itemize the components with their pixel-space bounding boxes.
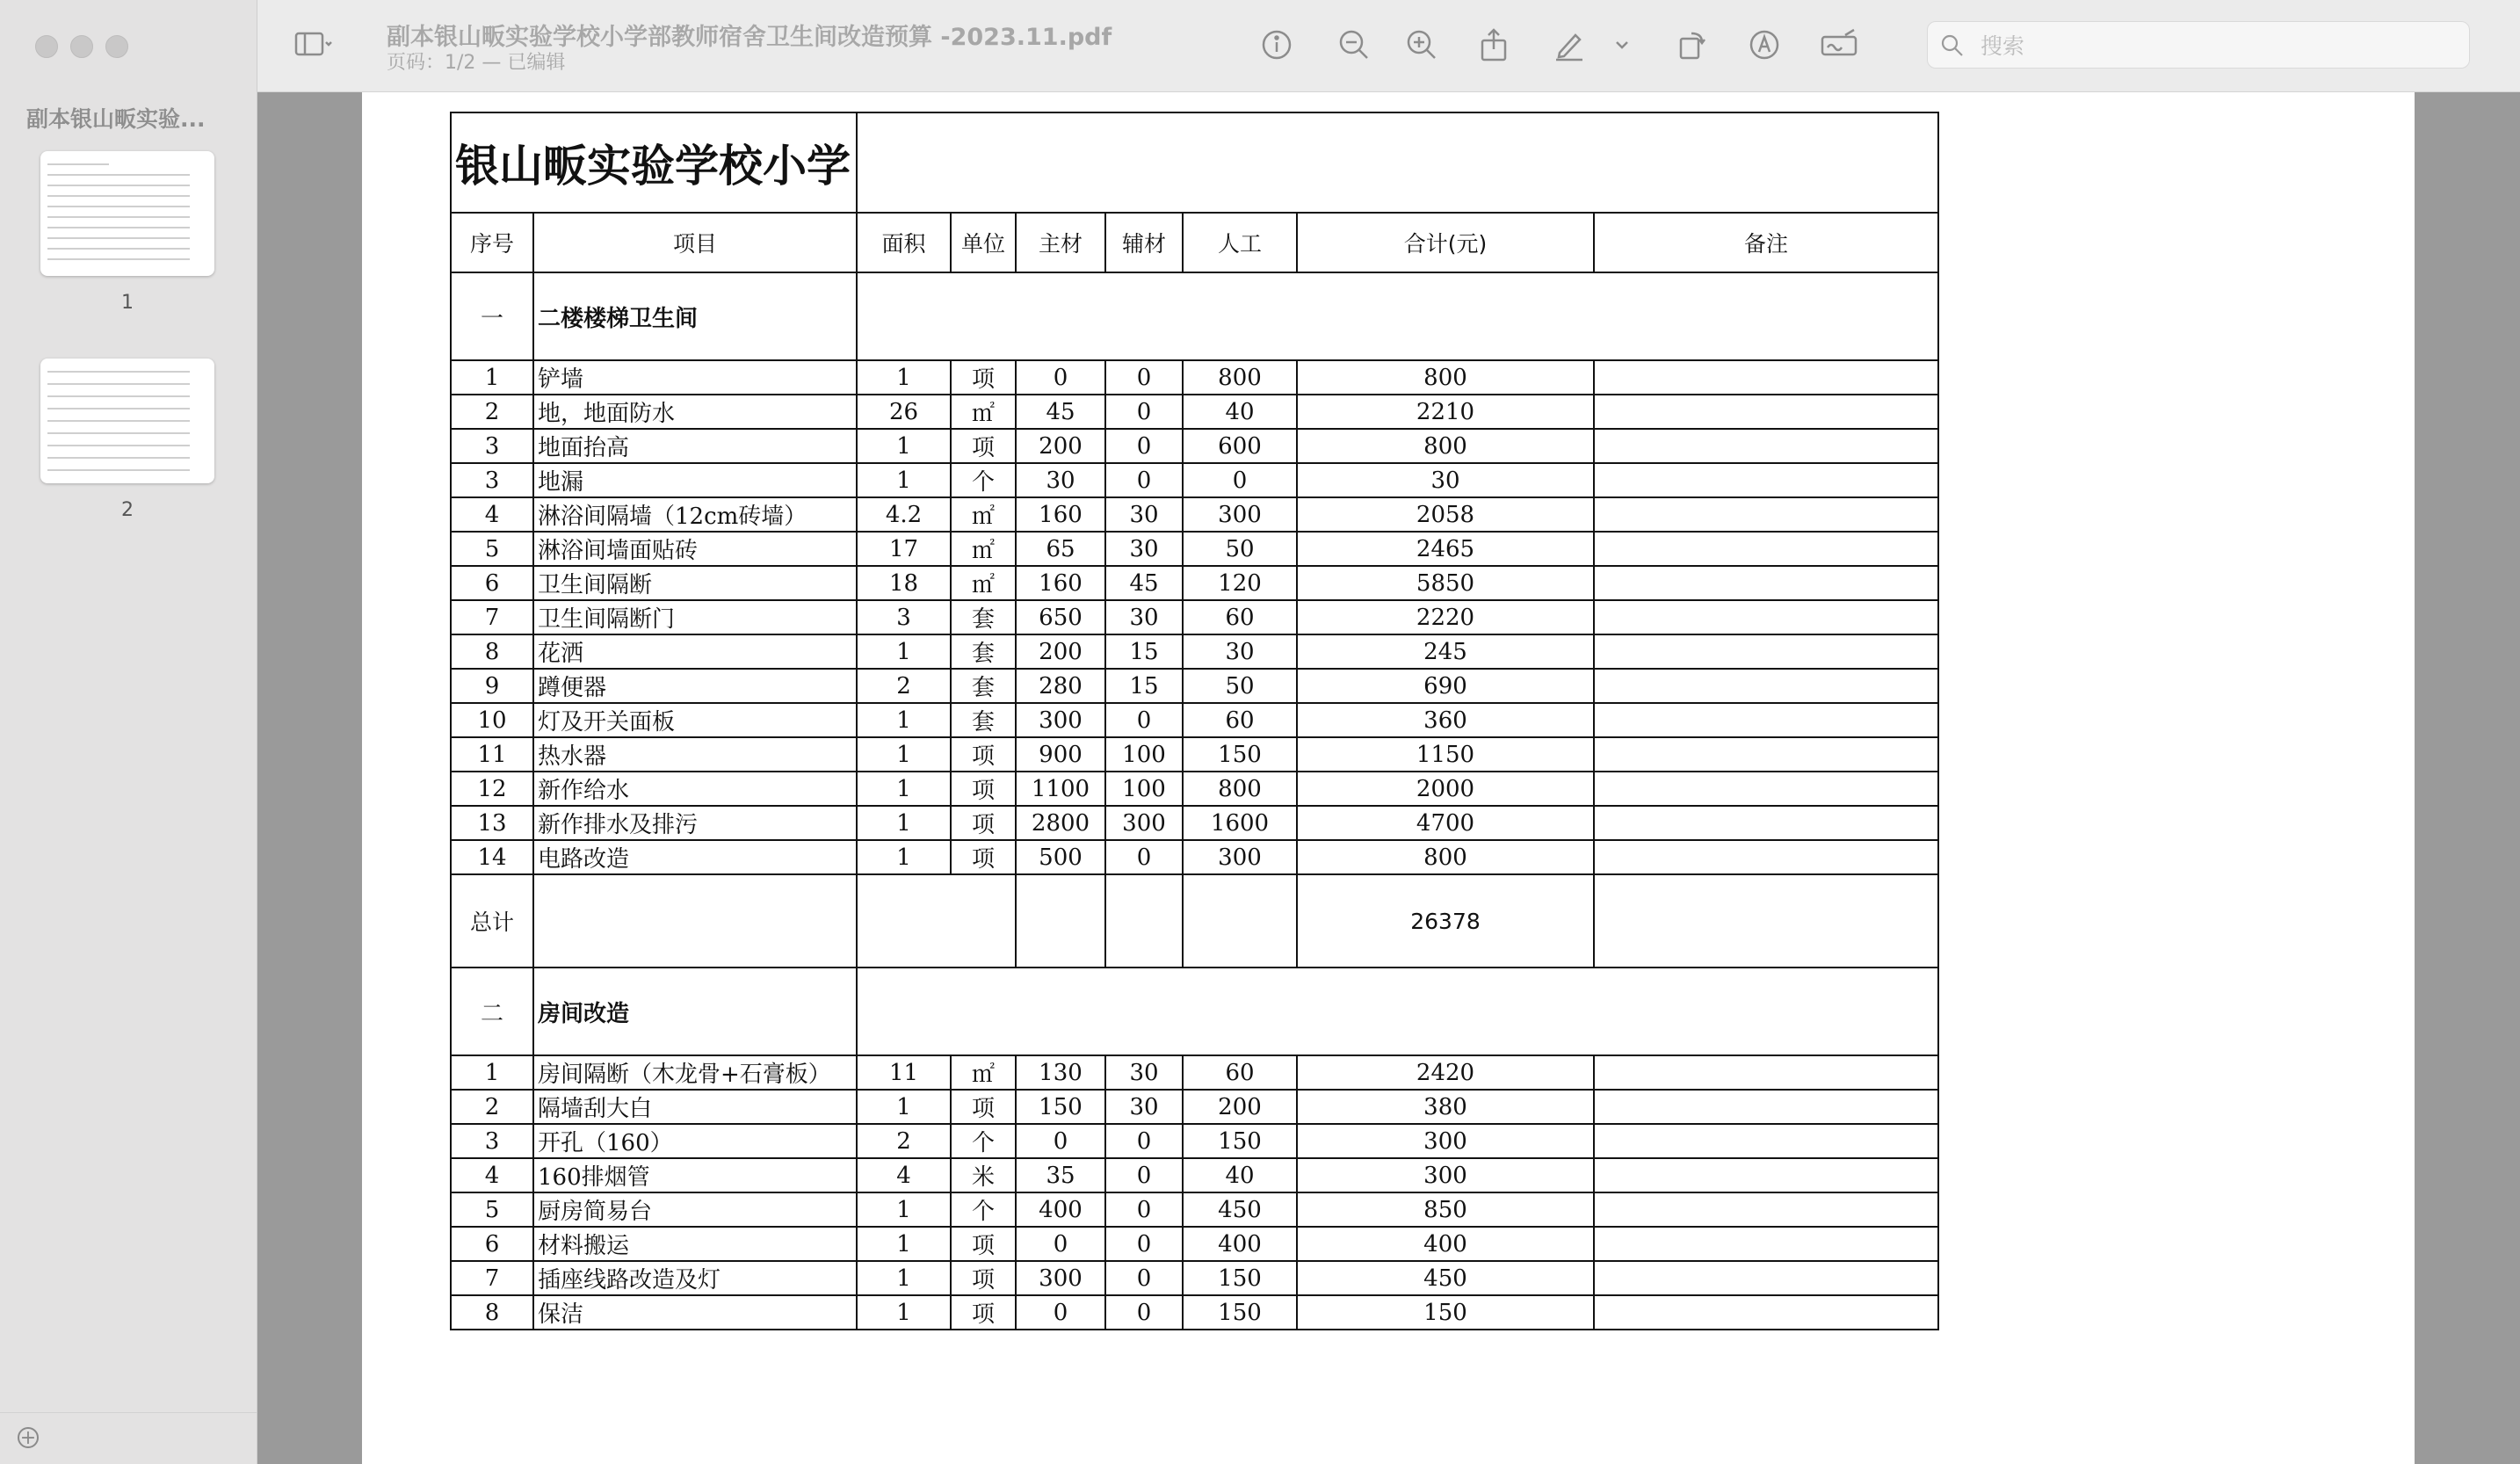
table-row: [451, 703, 1938, 737]
title-blank-cell: [857, 112, 1938, 213]
table-cell: 50: [1183, 669, 1297, 703]
table-cell: 1: [857, 840, 951, 874]
table-cell: 花洒: [533, 634, 857, 669]
table-cell: 400: [1297, 1227, 1594, 1261]
share-icon[interactable]: [1474, 25, 1514, 65]
table-cell: 0: [1105, 840, 1183, 874]
search-icon: [1940, 33, 1965, 58]
zoom-out-icon[interactable]: [1334, 25, 1374, 65]
table-row: [451, 395, 1938, 429]
table-cell: [1594, 395, 1938, 429]
table-cell: 800: [1183, 360, 1297, 395]
table-cell: 160排烟管: [533, 1158, 857, 1192]
table-cell: [1594, 1295, 1938, 1330]
table-cell: 300: [1297, 1124, 1594, 1158]
table-cell: [1594, 1192, 1938, 1227]
table-cell: 项: [951, 737, 1016, 772]
table-cell: 项: [951, 429, 1016, 463]
table-cell: [1594, 1158, 1938, 1192]
signature-icon[interactable]: [1819, 25, 1859, 65]
table-row: [451, 772, 1938, 806]
table-cell: 8: [451, 1295, 533, 1330]
table-cell: 0: [1105, 429, 1183, 463]
table-cell: 0: [1105, 1295, 1183, 1330]
table-row: [451, 1055, 1938, 1090]
table-row: [451, 1124, 1938, 1158]
zoom-in-icon[interactable]: [1401, 25, 1442, 65]
table-cell: 7: [451, 1261, 533, 1295]
table-cell: [1594, 532, 1938, 566]
table-cell: 1: [451, 1055, 533, 1090]
table-cell: 4.2: [857, 497, 951, 532]
table-cell: [1594, 1090, 1938, 1124]
toolbar: [257, 0, 2520, 92]
table-cell: 35: [1016, 1158, 1105, 1192]
search-field[interactable]: [1927, 21, 2470, 69]
section-name: 房间改造: [533, 968, 857, 1055]
table-cell: 0: [1105, 1192, 1183, 1227]
table-cell: 300: [1016, 703, 1105, 737]
table-row: [451, 360, 1938, 395]
table-cell: 45: [1016, 395, 1105, 429]
table-cell: 30: [1105, 1090, 1183, 1124]
section2-rows: [451, 1055, 1938, 1330]
table-cell: 17: [857, 532, 951, 566]
header-cell: 合计(元): [1297, 213, 1594, 272]
table-cell: 套: [951, 703, 1016, 737]
table-cell: ㎡: [951, 395, 1016, 429]
table-cell: 40: [1183, 1158, 1297, 1192]
table-cell: 900: [1016, 737, 1105, 772]
table-cell: 10: [451, 703, 533, 737]
table-cell: 0: [1016, 1124, 1105, 1158]
table-cell: 300: [1105, 806, 1183, 840]
table-cell: 26: [857, 395, 951, 429]
table-cell: 30: [1297, 463, 1594, 497]
table-cell: 150: [1183, 1261, 1297, 1295]
table-cell: 800: [1297, 840, 1594, 874]
table-cell: 地，地面防水: [533, 395, 857, 429]
table-cell: 项: [951, 360, 1016, 395]
table-cell: 1: [857, 634, 951, 669]
table-cell: 13: [451, 806, 533, 840]
table-cell: 650: [1016, 600, 1105, 634]
table-cell: 150: [1183, 737, 1297, 772]
table-cell: 项: [951, 1295, 1016, 1330]
table-cell: 保洁: [533, 1295, 857, 1330]
table-cell: 690: [1297, 669, 1594, 703]
table-cell: 45: [1105, 566, 1183, 600]
table-cell: 6: [451, 1227, 533, 1261]
table-cell: 1: [857, 737, 951, 772]
table-cell: 项: [951, 840, 1016, 874]
table-cell: 2: [857, 669, 951, 703]
table-cell: 200: [1016, 634, 1105, 669]
table-row: [451, 634, 1938, 669]
table-cell: 蹲便器: [533, 669, 857, 703]
table-cell: 300: [1016, 1261, 1105, 1295]
table-cell: 15: [1105, 669, 1183, 703]
table-row: [451, 669, 1938, 703]
table-cell: [1594, 772, 1938, 806]
table-cell: 280: [1016, 669, 1105, 703]
table-cell: 200: [1016, 429, 1105, 463]
table-cell: 2800: [1016, 806, 1105, 840]
page-thumbnail-label-2: 2: [121, 499, 134, 521]
table-cell: [1594, 840, 1938, 874]
table-cell: 新作给水: [533, 772, 857, 806]
table-cell: 1: [857, 703, 951, 737]
close-window-button[interactable]: [35, 35, 58, 58]
table-cell: 项: [951, 806, 1016, 840]
section-number: 一: [451, 272, 533, 360]
table-cell: [1594, 703, 1938, 737]
table-cell: 30: [1105, 532, 1183, 566]
search-input[interactable]: [1979, 30, 2439, 62]
section-row: [451, 968, 1938, 1055]
sidebar-title: 副本银山畈实验...: [26, 106, 206, 132]
table-cell: 2000: [1297, 772, 1594, 806]
table-cell: 2058: [1297, 497, 1594, 532]
table-cell: 项: [951, 1227, 1016, 1261]
table-row: [451, 1090, 1938, 1124]
table-cell: 0: [1105, 395, 1183, 429]
table-cell: 60: [1183, 1055, 1297, 1090]
table-cell: [1594, 429, 1938, 463]
table-cell: 2220: [1297, 600, 1594, 634]
zoom-window-button[interactable]: [105, 35, 128, 58]
table-cell: 40: [1183, 395, 1297, 429]
table-cell: 1: [451, 360, 533, 395]
table-cell: [1594, 1055, 1938, 1090]
document-subtitle: 页码：1/2 — 已编辑: [387, 52, 566, 74]
table-cell: 850: [1297, 1192, 1594, 1227]
table-cell: 0: [1105, 360, 1183, 395]
table-cell: 4: [857, 1158, 951, 1192]
header-cell: 单位: [951, 213, 1016, 272]
rotate-icon[interactable]: [1672, 25, 1713, 65]
table-cell: 150: [1183, 1124, 1297, 1158]
table-cell: 130: [1016, 1055, 1105, 1090]
table-cell: 65: [1016, 532, 1105, 566]
table-cell: 600: [1183, 429, 1297, 463]
table-cell: 热水器: [533, 737, 857, 772]
table-row: [451, 1158, 1938, 1192]
table-cell: 卫生间隔断: [533, 566, 857, 600]
table-row: [451, 1227, 1938, 1261]
table-row: [451, 806, 1938, 840]
table-row: [451, 566, 1938, 600]
table-cell: 5: [451, 1192, 533, 1227]
table-cell: 0: [1105, 1158, 1183, 1192]
table-cell: [1594, 634, 1938, 669]
table-cell: 1150: [1297, 737, 1594, 772]
table-cell: 500: [1016, 840, 1105, 874]
table-cell: 1: [857, 1261, 951, 1295]
table-cell: 0: [1105, 703, 1183, 737]
table-cell: 400: [1183, 1227, 1297, 1261]
table-cell: 个: [951, 463, 1016, 497]
table-cell: [1594, 806, 1938, 840]
table-cell: [1594, 566, 1938, 600]
table-cell: 30: [1105, 600, 1183, 634]
table-cell: 开孔（160）: [533, 1124, 857, 1158]
table-cell: ㎡: [951, 566, 1016, 600]
table-cell: 米: [951, 1158, 1016, 1192]
table-cell: 0: [1016, 1295, 1105, 1330]
table-cell: 插座线路改造及灯: [533, 1261, 857, 1295]
table-cell: 个: [951, 1124, 1016, 1158]
table-cell: 30: [1105, 497, 1183, 532]
table-cell: 60: [1183, 703, 1297, 737]
table-cell: 0: [1105, 463, 1183, 497]
table-cell: 11: [451, 737, 533, 772]
table-cell: 1: [857, 1090, 951, 1124]
table-cell: 300: [1183, 840, 1297, 874]
section-name: 二楼楼梯卫生间: [533, 272, 857, 360]
table-row: [451, 1192, 1938, 1227]
table-cell: 2465: [1297, 532, 1594, 566]
total-row: [451, 874, 1938, 968]
table-cell: 套: [951, 669, 1016, 703]
table-cell: 18: [857, 566, 951, 600]
section-number: 二: [451, 968, 533, 1055]
table-cell: 电路改造: [533, 840, 857, 874]
table-cell: 15: [1105, 634, 1183, 669]
header-cell: 辅材: [1105, 213, 1183, 272]
pdf-page: [362, 92, 2415, 1464]
table-cell: [1594, 360, 1938, 395]
total-label: 总计: [451, 874, 533, 968]
table-cell: 1: [857, 463, 951, 497]
table-cell: 0: [1105, 1261, 1183, 1295]
header-cell: 主材: [1016, 213, 1105, 272]
table-cell: [1594, 463, 1938, 497]
table-cell: 100: [1105, 737, 1183, 772]
table-cell: 50: [1183, 532, 1297, 566]
table-cell: 200: [1183, 1090, 1297, 1124]
table-cell: 隔墙刮大白: [533, 1090, 857, 1124]
table-cell: 6: [451, 566, 533, 600]
sidebar-toggle-icon[interactable]: [293, 25, 333, 65]
table-cell: 项: [951, 772, 1016, 806]
header-cell: 项目: [533, 213, 857, 272]
header-row: [451, 213, 1938, 272]
table-cell: 项: [951, 1090, 1016, 1124]
sidebar: [0, 0, 257, 1464]
chevron-down-icon[interactable]: [1602, 25, 1642, 65]
annotate-icon[interactable]: [1744, 25, 1785, 65]
table-cell: 300: [1297, 1158, 1594, 1192]
table-cell: 0: [1016, 360, 1105, 395]
table-cell: 厨房简易台: [533, 1192, 857, 1227]
table-row: [451, 497, 1938, 532]
table-cell: 5: [451, 532, 533, 566]
table-cell: 3: [451, 463, 533, 497]
table-cell: [1594, 1124, 1938, 1158]
table-row: [451, 1295, 1938, 1330]
table-cell: ㎡: [951, 532, 1016, 566]
table-cell: 0: [1105, 1124, 1183, 1158]
table-cell: 30: [1105, 1055, 1183, 1090]
table-cell: 100: [1105, 772, 1183, 806]
table-cell: 14: [451, 840, 533, 874]
table-cell: 2: [451, 1090, 533, 1124]
table-cell: [1594, 737, 1938, 772]
table-cell: 380: [1297, 1090, 1594, 1124]
table-cell: 450: [1183, 1192, 1297, 1227]
table-cell: 800: [1297, 429, 1594, 463]
table-title: 银山畈实验学校小学: [451, 112, 857, 213]
table-cell: 4700: [1297, 806, 1594, 840]
table-cell: 1100: [1016, 772, 1105, 806]
page-thumbnail-1[interactable]: [40, 151, 214, 276]
table-row: [451, 1261, 1938, 1295]
table-cell: 2: [857, 1124, 951, 1158]
table-cell: 12: [451, 772, 533, 806]
table-cell: 30: [1183, 634, 1297, 669]
table-cell: 3: [451, 1124, 533, 1158]
table-cell: 450: [1297, 1261, 1594, 1295]
table-cell: 2420: [1297, 1055, 1594, 1090]
table-cell: 5850: [1297, 566, 1594, 600]
table-cell: [1594, 600, 1938, 634]
table-cell: 8: [451, 634, 533, 669]
header-cell: 面积: [857, 213, 951, 272]
table-cell: 个: [951, 1192, 1016, 1227]
table-cell: 160: [1016, 497, 1105, 532]
table-cell: 150: [1183, 1295, 1297, 1330]
table-cell: 地面抬高: [533, 429, 857, 463]
minimize-window-button[interactable]: [70, 35, 93, 58]
table-cell: 1: [857, 360, 951, 395]
table-cell: 360: [1297, 703, 1594, 737]
table-cell: 0: [1183, 463, 1297, 497]
table-cell: 1: [857, 429, 951, 463]
table-cell: 3: [857, 600, 951, 634]
table-cell: [1594, 1261, 1938, 1295]
table-cell: 1: [857, 806, 951, 840]
total-value: 26378: [1297, 874, 1594, 968]
table-cell: 1600: [1183, 806, 1297, 840]
table-cell: 卫生间隔断门: [533, 600, 857, 634]
table-cell: 地漏: [533, 463, 857, 497]
table-cell: [1594, 669, 1938, 703]
table-row: [451, 840, 1938, 874]
table-cell: 4: [451, 497, 533, 532]
header-cell: 备注: [1594, 213, 1938, 272]
table-cell: 3: [451, 429, 533, 463]
table-row: [451, 429, 1938, 463]
table-cell: 铲墙: [533, 360, 857, 395]
page-thumbnail-2[interactable]: [40, 359, 214, 483]
section1-rows: [451, 360, 1938, 874]
table-cell: 1: [857, 1227, 951, 1261]
table-cell: 120: [1183, 566, 1297, 600]
table-cell: 淋浴间墙面贴砖: [533, 532, 857, 566]
table-cell: 245: [1297, 634, 1594, 669]
table-cell: [1594, 497, 1938, 532]
table-cell: 30: [1016, 463, 1105, 497]
table-cell: 新作排水及排污: [533, 806, 857, 840]
table-cell: 套: [951, 634, 1016, 669]
table-row: [451, 463, 1938, 497]
table-cell: 2210: [1297, 395, 1594, 429]
table-cell: 0: [1016, 1227, 1105, 1261]
markup-pen-icon[interactable]: [1549, 25, 1589, 65]
table-cell: 7: [451, 600, 533, 634]
table-cell: ㎡: [951, 497, 1016, 532]
table-cell: 淋浴间隔墙（12cm砖墙）: [533, 497, 857, 532]
table-cell: 项: [951, 1261, 1016, 1295]
budget-table: [450, 112, 1939, 1330]
table-cell: 800: [1297, 360, 1594, 395]
table-cell: ㎡: [951, 1055, 1016, 1090]
table-cell: 1: [857, 1192, 951, 1227]
add-icon[interactable]: +: [18, 1427, 39, 1448]
document-title: 副本银山畈实验学校小学部教师宿舍卫生间改造预算 -2023.11.pdf: [387, 24, 1112, 51]
sidebar-footer: [0, 1412, 257, 1464]
table-row: [451, 737, 1938, 772]
section-row: [451, 272, 1938, 360]
table-cell: 11: [857, 1055, 951, 1090]
table-cell: 材料搬运: [533, 1227, 857, 1261]
table-cell: 灯及开关面板: [533, 703, 857, 737]
table-cell: 400: [1016, 1192, 1105, 1227]
table-cell: [1594, 1227, 1938, 1261]
table-cell: 1: [857, 772, 951, 806]
table-cell: 60: [1183, 600, 1297, 634]
table-cell: 套: [951, 600, 1016, 634]
header-cell: 序号: [451, 213, 533, 272]
table-cell: 1: [857, 1295, 951, 1330]
table-cell: 160: [1016, 566, 1105, 600]
table-cell: 800: [1183, 772, 1297, 806]
table-row: [451, 600, 1938, 634]
table-cell: 0: [1105, 1227, 1183, 1261]
table-cell: 300: [1183, 497, 1297, 532]
table-cell: 房间隔断（木龙骨+石膏板）: [533, 1055, 857, 1090]
table-cell: 9: [451, 669, 533, 703]
table-cell: 4: [451, 1158, 533, 1192]
table-cell: 150: [1016, 1090, 1105, 1124]
header-cell: 人工: [1183, 213, 1297, 272]
table-row: [451, 532, 1938, 566]
table-cell: 150: [1297, 1295, 1594, 1330]
page-thumbnail-label-1: 1: [121, 292, 134, 314]
table-cell: 2: [451, 395, 533, 429]
info-icon[interactable]: [1256, 25, 1297, 65]
